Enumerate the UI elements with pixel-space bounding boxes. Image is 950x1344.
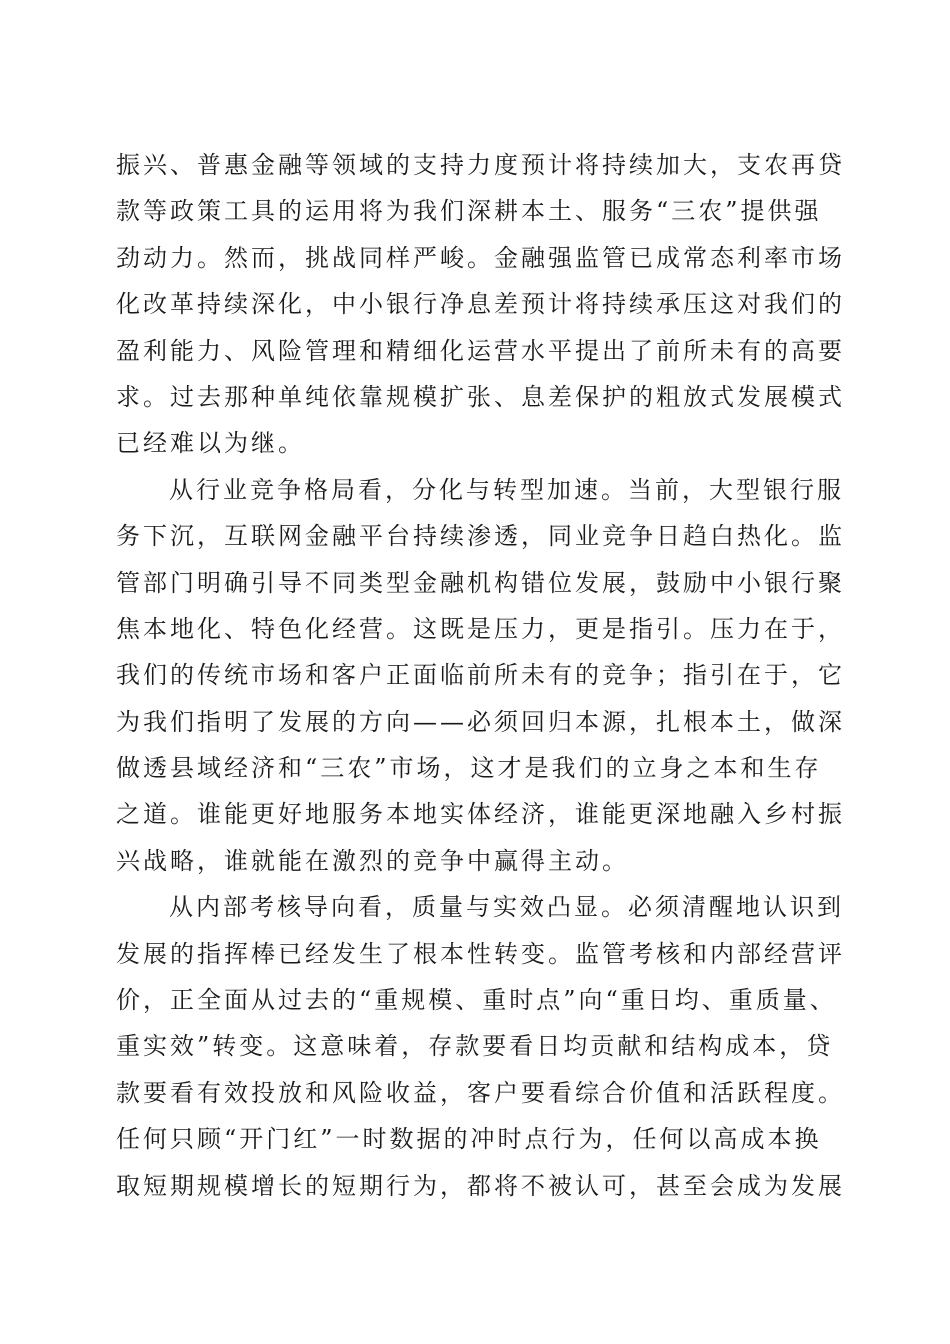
text-line: 价，正全面从过去的“重规模、重时点”向“重日均、重质量、: [116, 986, 837, 1015]
text-line: 发展的指挥棒已经发生了根本性转变。监管考核和内部经营评: [116, 939, 845, 968]
text-line: 劲动力。然而，挑战同样严峻。金融强监管已成常态利率市场: [116, 243, 845, 272]
text-line: 盈利能力、风险管理和精细化运营水平提出了前所未有的高要: [116, 336, 845, 365]
text-line: 务下沉，互联网金融平台持续渗透，同业竞争日趋白热化。监: [116, 522, 845, 551]
text-line: 从行业竞争格局看，分化与转型加速。当前，大型银行服: [169, 475, 844, 504]
text-line: 已经难以为继。: [116, 429, 305, 458]
body-text: [116, 142, 845, 1209]
text-line: 我们的传统市场和客户正面临前所未有的竞争；指引在于，它: [116, 661, 845, 690]
text-line: 为我们指明了发展的方向——必须回归本源，扎根本土，做深: [116, 707, 845, 736]
text-line: 任何只顾“开门红”一时数据的冲时点行为，任何以高成本换: [116, 1125, 822, 1154]
text-line: 从内部考核导向看，质量与实效凸显。必须清醒地认识到: [169, 893, 844, 922]
text-line: 之道。谁能更好地服务本地实体经济，谁能更深地融入乡村振: [116, 800, 845, 829]
text-line: 款等政策工具的运用将为我们深耕本土、服务“三农”提供强: [116, 197, 822, 226]
text-line: 取短期规模增长的短期行为，都将不被认可，甚至会成为发展: [116, 1171, 845, 1200]
text-line: 化改革持续深化，中小银行净息差预计将持续承压这对我们的: [116, 290, 845, 319]
text-line: 管部门明确引导不同类型金融机构错位发展，鼓励中小银行聚: [116, 568, 845, 597]
text-line: 焦本地化、特色化经营。这既是压力，更是指引。压力在于，: [116, 614, 845, 643]
text-line: 做透县域经济和“三农”市场，这才是我们的立身之本和生存: [116, 754, 822, 783]
text-line: 款要看有效投放和风险收益，客户要看综合价值和活跃程度。: [116, 1078, 845, 1107]
text-line: 振兴、普惠金融等领域的支持力度预计将持续加大，支农再贷: [116, 151, 845, 179]
text-line: 兴战略，谁就能在激烈的竞争中赢得主动。: [116, 846, 629, 875]
text-line: 重实效”转变。这意味着，存款要看日均贡献和结构成本，贷: [116, 1032, 834, 1061]
text-line: 求。过去那种单纯依靠规模扩张、息差保护的粗放式发展模式: [116, 382, 845, 411]
